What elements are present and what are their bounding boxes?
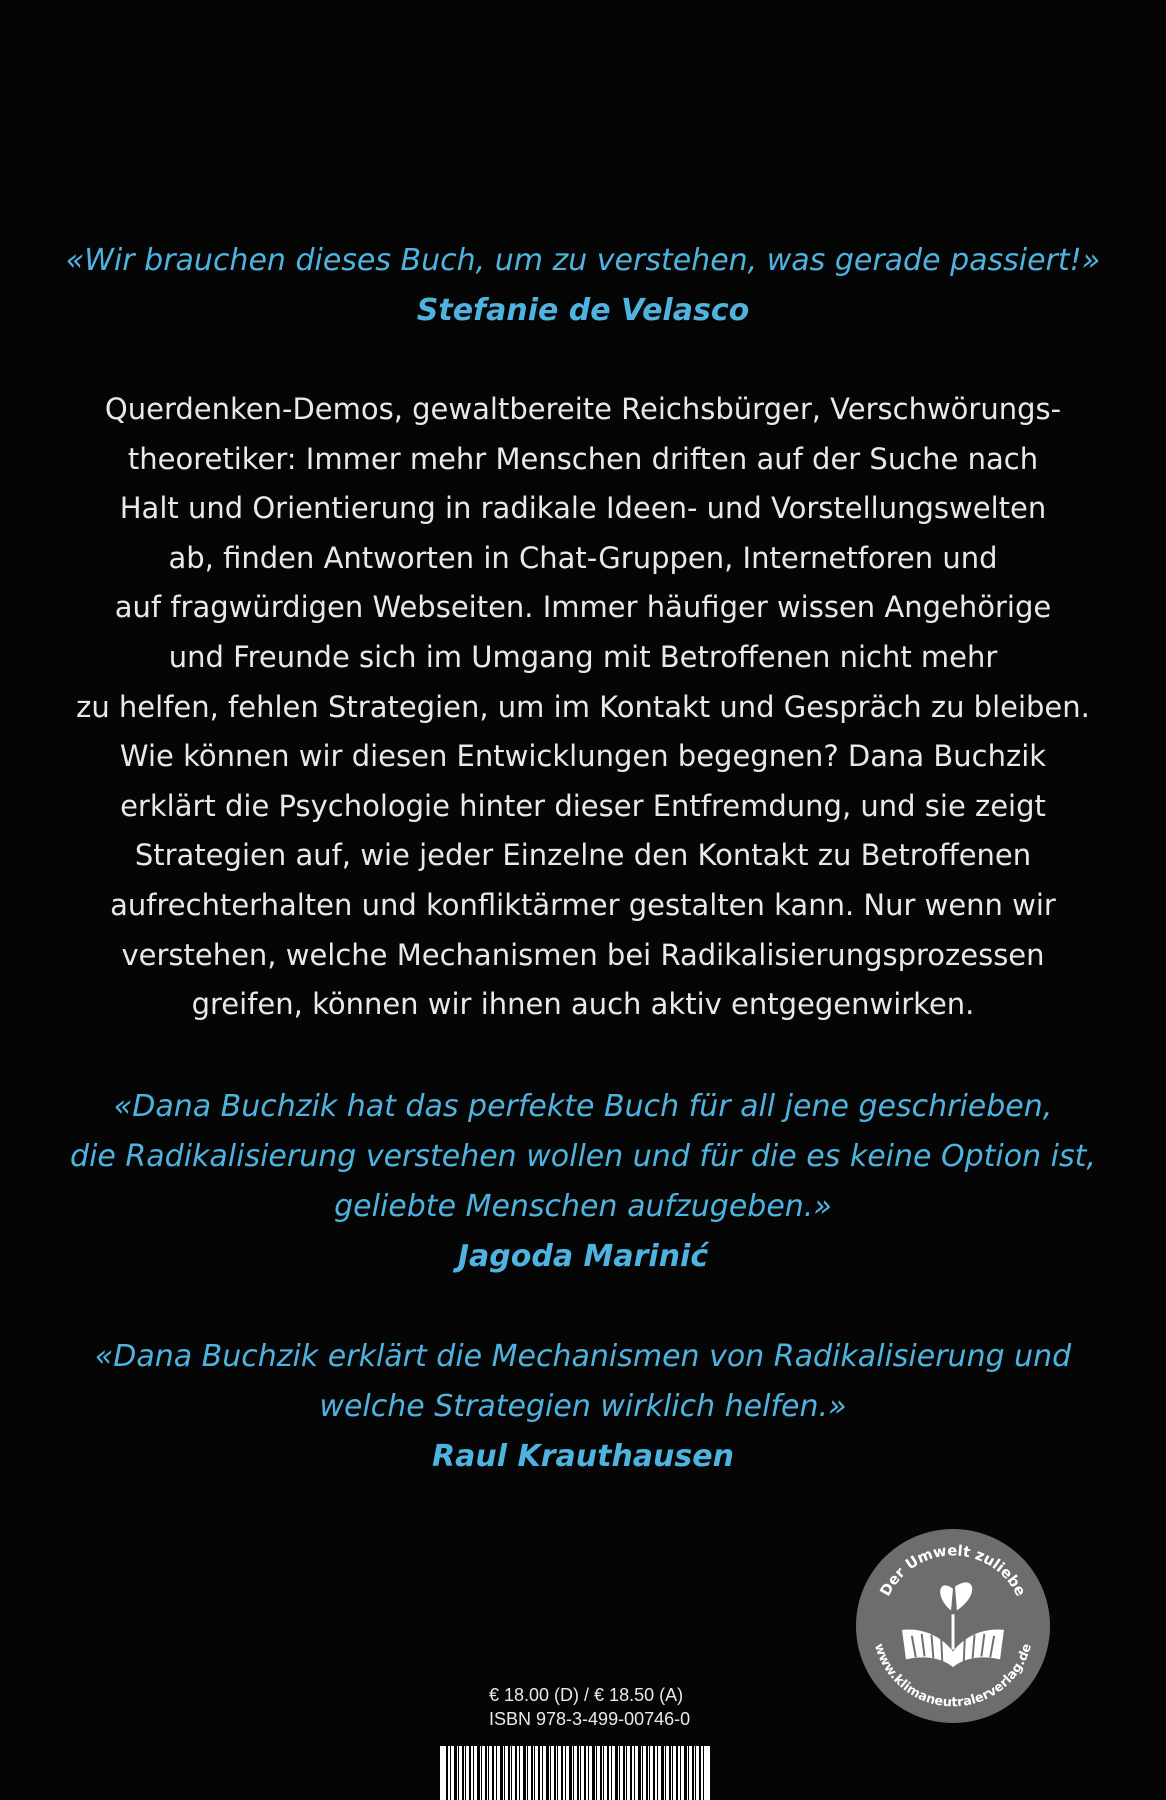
price-label: € 18.00 (D) / € 18.50 (A) xyxy=(489,1685,684,1705)
quote-2-line: «Dana Buchzik hat das perfekte Buch für all jene geschrieben, xyxy=(113,1089,1053,1124)
quote-1-author: Stefanie de Velasco xyxy=(416,293,750,328)
blurb-line: ab, finden Antworten in Chat-Gruppen, Internetforen und xyxy=(168,540,998,575)
blurb-line: zu helfen, fehlen Strategien, um im Kontakt und Gespräch zu bleiben. xyxy=(76,689,1090,724)
blurb-line: aufrechterhalten und konfliktärmer gestalten kann. Nur wenn wir xyxy=(110,887,1056,922)
barcode-bars xyxy=(446,1746,704,1800)
blurb-line: auf fragwürdigen Webseiten. Immer häufiger wissen Angehörige xyxy=(114,590,1052,625)
quote-2-line: geliebte Menschen aufzugeben.» xyxy=(334,1189,832,1224)
blurb-line: Strategien auf, wie jeder Einzelne den Kontakt zu Betroffenen xyxy=(134,838,1032,873)
quote-3 xyxy=(0,1332,1166,1482)
quote-1-line: «Wir brauchen dieses Buch, um zu verstehen, was gerade passiert!» xyxy=(65,243,1101,278)
blurb-line: Querdenken-Demos, gewaltbereite Reichsbürger, Verschwörungs- xyxy=(104,392,1062,426)
blurb-line: theoretiker: Immer mehr Menschen driften auf der Suche nach xyxy=(127,441,1039,476)
quote-2-line: die Radikalisierung verstehen wollen und für die es keine Option ist, xyxy=(70,1139,1096,1174)
quote-2 xyxy=(0,1082,1166,1282)
seal-bottom-text: www.klimaneutralerverlag.de xyxy=(870,1641,1036,1711)
quote-3-author: Raul Krauthausen xyxy=(432,1439,734,1474)
quote-2-author: Jagoda Marinić xyxy=(457,1239,709,1274)
climate-neutral-seal xyxy=(855,1528,1051,1724)
quote-3-line: welche Strategien wirklich helfen.» xyxy=(319,1389,847,1424)
quote-1 xyxy=(0,236,1166,336)
blurb-line: und Freunde sich im Umgang mit Betroffenen nicht mehr xyxy=(168,639,998,674)
blurb-line: erklärt die Psychologie hinter dieser Entfremdung, und sie zeigt xyxy=(120,788,1046,823)
blurb-line: verstehen, welche Mechanismen bei Radikalisierungsprozessen xyxy=(121,937,1045,972)
blurb xyxy=(0,385,1166,1030)
blurb-line: greifen, können wir ihnen auch aktiv entgegenwirken. xyxy=(191,987,975,1022)
blurb-line: Wie können wir diesen Entwicklungen begegnen? Dana Buchzik xyxy=(119,739,1047,774)
blurb-line: Halt und Orientierung in radikale Ideen- und Vorstellungswelten xyxy=(119,491,1047,526)
quote-3-line: «Dana Buchzik erklärt die Mechanismen von Radikalisierung und xyxy=(94,1339,1072,1374)
isbn-barcode xyxy=(440,1746,710,1800)
isbn-label: ISBN 978-3-499-00746-0 xyxy=(489,1709,691,1729)
price-info xyxy=(489,1683,690,1731)
seal-top-text: Der Umwelt zuliebe xyxy=(876,1542,1030,1600)
